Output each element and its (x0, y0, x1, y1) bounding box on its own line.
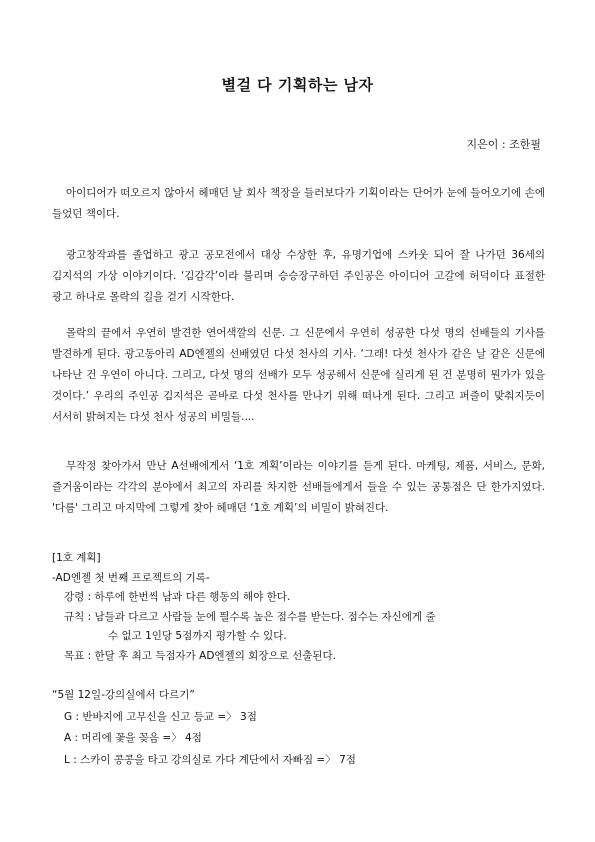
plan-rule: 목표 : 한달 후 최고 득점자가 AD엔젤의 회장으로 선출된다. (64, 649, 336, 662)
plan-subheading: -AD엔젤 첫 번째 프로젝트의 기록- (52, 571, 210, 584)
plan-rule-continuation: 수 없고 1인당 5점까지 평가할 수 있다. (108, 630, 287, 642)
plan-section (52, 549, 552, 666)
log-section (52, 685, 552, 771)
log-heading: “5월 12일-강의실에서 다르기” (52, 689, 195, 701)
paragraph: 아이디어가 떠오르지 않아서 헤매던 날 회사 책장을 들러보다가 기획이라는 단어가 눈에 들어오기에 손에 들었던 책이다. (52, 187, 545, 220)
plan-heading: [1호 계획] (52, 552, 101, 564)
plan-rule: 강령 : 하루에 한번씩 남과 다른 행동의 해야 한다. (64, 591, 291, 603)
log-entry: A : 머리에 꽃을 꽂음 =〉 4점 (64, 732, 202, 744)
paragraph: 무작정 찾아가서 만난 A선배에게서 ‘1호 계획’이라는 이야기를 듣게 된다. 마케팅, 제품, 서비스, 문화, 즐거움이라는 각각의 분야에서 최고의 자리를 차지한 선배들에게서 들을 수 있는 공통점은 단 한가지였다. '다름' 그리고 마지막에 그렇게 찾아 헤매던 ‘1호 계획’의 비밀이 밝혀진다. (52, 460, 545, 514)
log-entry: L : 스카이 콩콩을 타고 강의실로 가다 계단에서 자빠짐 =〉 7점 (64, 753, 356, 766)
paragraph: 몰락의 끝에서 우연히 발견한 연어색깔의 신문. 그 신문에서 우연히 성공한 다섯 명의 선배들의 기사를 발견하게 된다. 광고동아리 AD엔젤의 선배였던 다섯 천사의 기사. ‘그래! 다섯 천사가 같은 날 같은 신문에 나타난 건 우연이 아니다. 그리고, 다섯 명의 선배가 모두 성공해서 신문에 실리게 된 건 분명히 뭔가가 있을 것이다.’ 우리의 주인공 김지석은 곧바로 다섯 천사를 만나기 위해 떠나게 된다. 그리고 퍼즐이 맞춰지듯이 서서히 밝혀지는 다섯 천사 성공의 비밀들.... (52, 327, 545, 423)
plan-rule: 규칙 : 남들과 다르고 사람들 눈에 띌수록 높은 점수를 받는다. 점수는 자신에게 줄 (64, 610, 436, 623)
paragraph: 광고창작과를 졸업하고 광고 공모전에서 대상 수상한 후, 유명기업에 스카웃 되어 잘 나가던 36세의 김지석의 가상 이야기이다. ‘김감각’이라 불리며 승승장구하던 주인공은 아이디어 고갈에 허덕이다 표절한 광고 하나로 몰락의 길을 걷기 시작한다. (52, 249, 545, 303)
document-title: 별걸 다 기획하는 남자 (221, 76, 374, 94)
log-entry: G : 반바지에 고무신을 신고 등교 =〉 3점 (64, 710, 257, 723)
author-line: 지은이 : 조한필 (466, 138, 541, 151)
